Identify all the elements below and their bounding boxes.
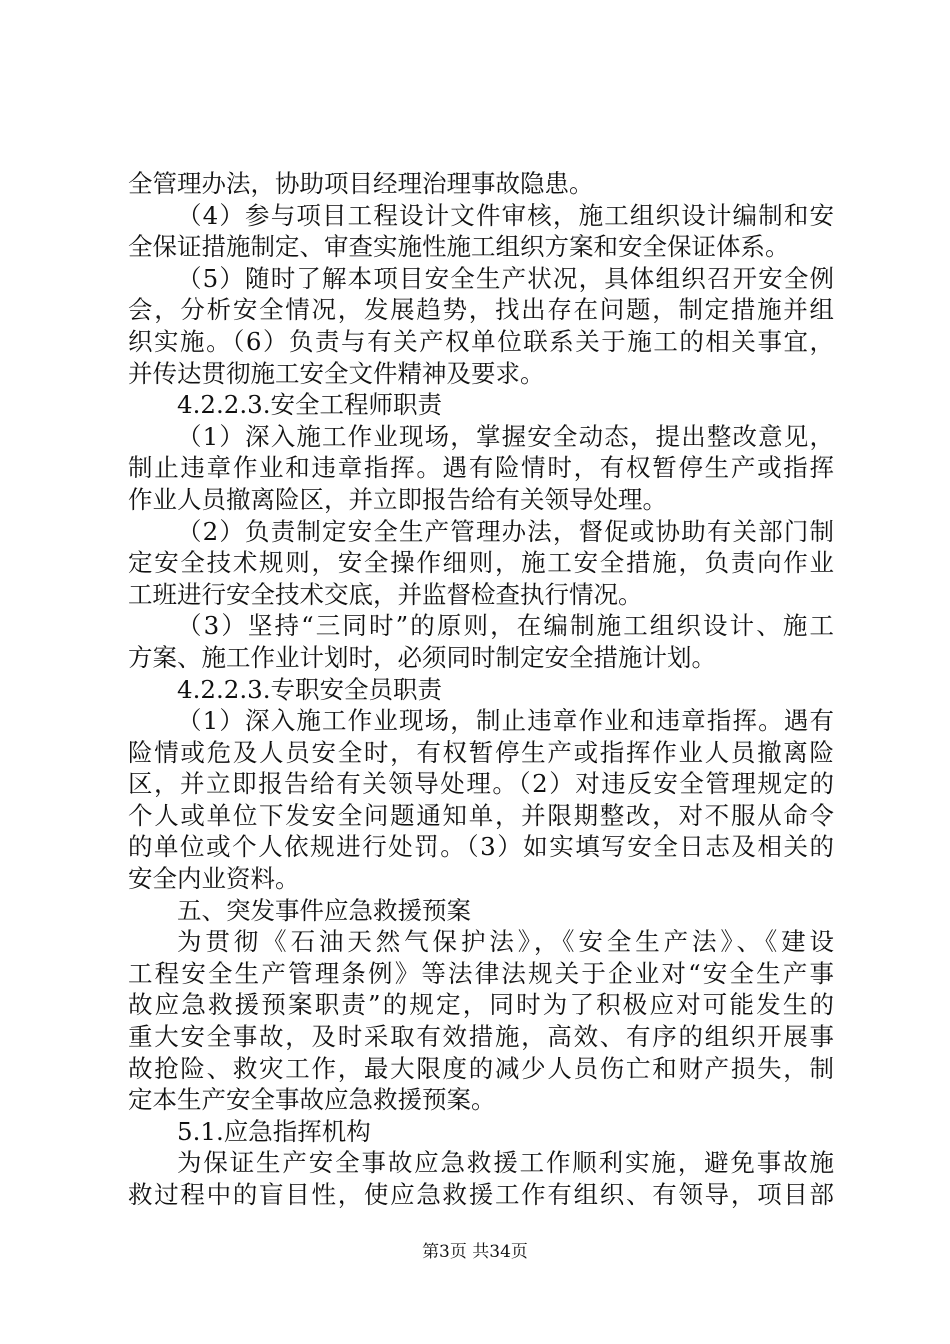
text-line: 的单位或个人依规进行处罚。（3）如实填写安全日志及相关的 bbox=[128, 832, 834, 862]
text-line: 五、突发事件应急救援预案 bbox=[177, 895, 471, 925]
text-line: 4.2.2.3.专职安全员职责 bbox=[177, 674, 443, 704]
text-line: 方案、施工作业计划时，必须同时制定安全措施计划。 bbox=[128, 642, 716, 672]
document-body bbox=[128, 168, 834, 1211]
text-line: 全管理办法，协助项目经理治理事故隐患。 bbox=[128, 169, 594, 198]
text-line: 救过程中的盲目性，使应急救援工作有组织、有领导，项目部 bbox=[128, 1180, 834, 1209]
text-line: 为贯彻《石油天然气保护法》，《安全生产法》、《建设 bbox=[177, 927, 834, 957]
text-line: （2）负责制定安全生产管理办法，督促或协助有关部门制 bbox=[177, 516, 834, 546]
text-line: （3）坚持“三同时”的原则，在编制施工组织设计、施工 bbox=[177, 611, 834, 641]
text-line: 定本生产安全事故应急救援预案。 bbox=[128, 1085, 496, 1115]
text-line: 工班进行安全技术交底，并监督检查执行情况。 bbox=[128, 579, 643, 609]
text-line: 织实施。（6）负责与有关产权单位联系关于施工的相关事宜， bbox=[128, 326, 834, 356]
text-line: 会，分析安全情况，发展趋势，找出存在问题，制定措施并组 bbox=[128, 295, 834, 325]
text-line: 安全内业资料。 bbox=[128, 864, 300, 894]
text-line: 定安全技术规则，安全操作细则，施工安全措施，负责向作业 bbox=[128, 548, 834, 578]
text-line: （1）深入施工作业现场，制止违章作业和违章指挥。遇有 bbox=[177, 706, 834, 736]
text-line: 5.1.应急指挥机构 bbox=[177, 1116, 371, 1146]
text-line: 4.2.2.3.安全工程师职责 bbox=[177, 390, 443, 420]
text-line: （1）深入施工作业现场，掌握安全动态，提出整改意见， bbox=[177, 421, 834, 451]
text-line: 个人或单位下发安全问题通知单，并限期整改，对不服从命令 bbox=[128, 800, 834, 830]
text-line: 重大安全事故，及时采取有效措施，高效、有序的组织开展事 bbox=[128, 1022, 834, 1052]
text-line: 全保证措施制定、审查实施性施工组织方案和安全保证体系。 bbox=[128, 232, 790, 262]
text-line: 作业人员撤离险区，并立即报告给有关领导处理。 bbox=[128, 484, 667, 514]
text-line: （5）随时了解本项目安全生产状况，具体组织召开安全例 bbox=[177, 263, 834, 293]
text-line: 为保证生产安全事故应急救援工作顺利实施，避免事故施 bbox=[177, 1148, 834, 1178]
text-line: 故抢险、救灾工作，最大限度的减少人员伤亡和财产损失，制 bbox=[128, 1053, 834, 1083]
text-line: 制止违章作业和违章指挥。遇有险情时，有权暂停生产或指挥 bbox=[128, 453, 834, 483]
text-line: 工程安全生产管理条例》等法律法规关于企业对“安全生产事 bbox=[128, 958, 834, 988]
text-line: 区，并立即报告给有关领导处理。（2）对违反安全管理规定的 bbox=[128, 769, 834, 799]
text-line: 故应急救援预案职责”的规定，同时为了积极应对可能发生的 bbox=[128, 990, 834, 1020]
text-line: 并传达贯彻施工安全文件精神及要求。 bbox=[128, 358, 545, 388]
page-footer: 第3页 共34页 bbox=[422, 1242, 528, 1262]
text-line: （4）参与项目工程设计文件审核，施工组织设计编制和安 bbox=[177, 200, 834, 230]
text-line: 险情或危及人员安全时，有权暂停生产或指挥作业人员撤离险 bbox=[128, 737, 834, 767]
